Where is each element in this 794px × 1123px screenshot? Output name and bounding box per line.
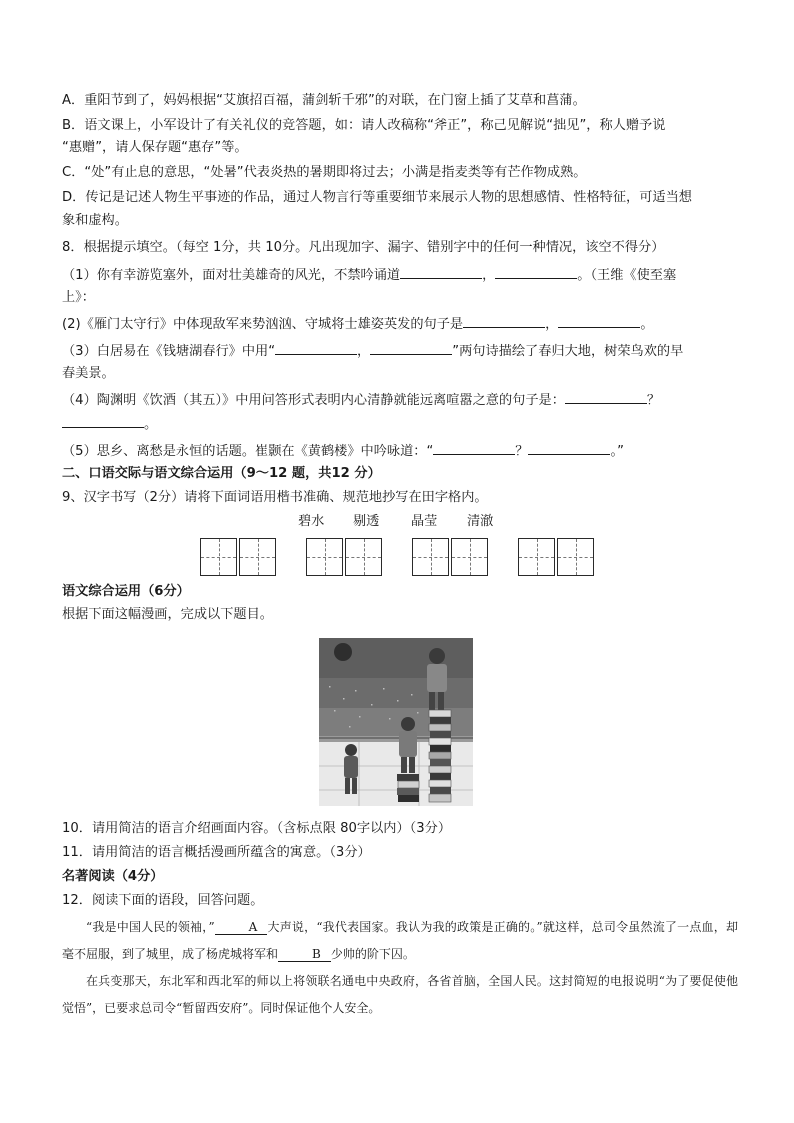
q8-sub2 bbox=[62, 313, 654, 336]
grid-cell[interactable] bbox=[345, 538, 382, 576]
excerpt-paragraph-2: 在兵变那天，东北军和西北军的师以上将领联名通电中央政府，各省首脑，全国人民。这封简短的电报说明“为了要促使他觉悟”，已要求总司令“暂留西安府”。同时保证他个人安全。 bbox=[62, 974, 738, 1015]
classics-heading: 名著阅读（4分） bbox=[62, 869, 164, 884]
q8-sub2-text: (2)《雁门太守行》中体现敌军来势汹汹、守城将士雄姿英发的句子是 bbox=[62, 317, 464, 332]
q8-stem: 8．根据提示填空。（每空 1分，共 10分。凡出现加字、漏字、错别字中的任何一种情况，该空不得分） bbox=[62, 240, 665, 255]
q10: 10．请用简洁的语言介绍画面内容。（含标点限 80字以内）（3分） bbox=[62, 821, 452, 836]
q8-sub5 bbox=[62, 440, 624, 463]
option-d-line2: 象和虚构。 bbox=[62, 213, 128, 228]
excerpt-paragraph-1 bbox=[62, 914, 738, 968]
q8-sub3-tail: ”两句诗描绘了春归大地，树荣鸟欢的早 bbox=[452, 344, 684, 359]
writing-grid-2[interactable] bbox=[306, 538, 384, 576]
grid-cell[interactable] bbox=[518, 538, 555, 576]
q8-sub3-line2: 春美景。 bbox=[62, 366, 115, 381]
option-b-line2: “惠赠”，请人保存题“惠存”等。 bbox=[62, 140, 248, 155]
cartoon-image bbox=[319, 638, 473, 806]
period: 。 bbox=[144, 417, 158, 432]
answer-blank[interactable] bbox=[275, 340, 357, 355]
reading-excerpt bbox=[62, 914, 738, 1022]
grid-cell[interactable] bbox=[451, 538, 488, 576]
grid-cell[interactable] bbox=[306, 538, 343, 576]
option-a: A．重阳节到了，妈妈根据“艾旗招百福，蒲剑斩千邪”的对联，在门窗上插了艾草和菖蒲。 bbox=[62, 93, 586, 108]
writing-grid-4[interactable] bbox=[518, 538, 596, 576]
answer-blank[interactable] bbox=[370, 340, 452, 355]
integrated-intro: 根据下面这幅漫画，完成以下题目。 bbox=[62, 607, 273, 622]
comma: ， bbox=[357, 344, 371, 359]
q8-sub1-text: （1）你有幸游览塞外，面对壮美雄奇的风光，不禁吟诵道 bbox=[62, 268, 401, 283]
answer-blank[interactable] bbox=[463, 313, 545, 328]
option-d-line1: D．传记是记述人物生平事迹的作品，通过人物言行等重要细节来展示人物的思想感情、性格特征，可适当想 bbox=[62, 190, 692, 205]
q8-sub3-text: （3）白居易在《钱塘湖春行》中用“ bbox=[62, 344, 276, 359]
q8-sub4-line1 bbox=[62, 389, 660, 412]
q8-sub1-line2: 上》： bbox=[62, 290, 95, 305]
writing-grid-3[interactable] bbox=[412, 538, 490, 576]
answer-blank[interactable] bbox=[565, 389, 647, 404]
answer-blank[interactable] bbox=[558, 313, 640, 328]
q11: 11．请用简洁的语言概括漫画所蕴含的寓意。（3分） bbox=[62, 845, 371, 860]
option-b-line1: B．语文课上，小军设计了有关礼仪的竞答题，如：请人改稿称“斧正”，称己见解说“拙见”，称人赠予说 bbox=[62, 118, 666, 133]
word-3: 晶莹 bbox=[411, 514, 438, 529]
q12-stem: 12．阅读下面的语段，回答问题。 bbox=[62, 893, 264, 908]
excerpt-text-1c: 少帅的阶下囚。 bbox=[330, 947, 415, 961]
answer-blank[interactable] bbox=[62, 413, 144, 428]
writing-grid-1[interactable] bbox=[200, 538, 278, 576]
q8-sub1-line1 bbox=[62, 264, 676, 287]
closing-quote: 。” bbox=[610, 444, 624, 459]
word-1: 碧水 bbox=[298, 514, 325, 529]
word-2: 剔透 bbox=[353, 514, 380, 529]
excerpt-text-1a: “我是中国人民的领袖，” bbox=[86, 920, 215, 934]
period: 。 bbox=[640, 317, 654, 332]
answer-blank[interactable] bbox=[495, 264, 577, 279]
comma: ， bbox=[545, 317, 559, 332]
q9-stem: 9、汉字书写（2分）请将下面词语用楷书准确、规范地抄写在田字格内。 bbox=[62, 490, 488, 505]
q8-sub3-line1 bbox=[62, 340, 683, 363]
blank-b[interactable]: B bbox=[278, 947, 331, 962]
answer-blank[interactable] bbox=[400, 264, 482, 279]
q8-sub4-line2 bbox=[62, 413, 157, 436]
q8-sub1-tail: 。（王维《使至塞 bbox=[577, 268, 677, 283]
answer-blank[interactable] bbox=[433, 440, 515, 455]
integrated-heading: 语文综合运用（6分） bbox=[62, 584, 190, 599]
section-2-heading: 二、口语交际与语文综合运用（9～12 题，共12 分） bbox=[62, 466, 381, 481]
q8-sub4-text: （4）陶渊明《饮酒（其五）》中用问答形式表明内心清静就能远离喧嚣之意的句子是： bbox=[62, 393, 565, 408]
grid-cell[interactable] bbox=[412, 538, 449, 576]
answer-blank[interactable] bbox=[528, 440, 610, 455]
grid-cell[interactable] bbox=[557, 538, 594, 576]
comma: ， bbox=[482, 268, 496, 283]
option-c: C．“处”有止息的意思，“处暑”代表炎热的暑期即将过去；小满是指麦类等有芒作物成熟。 bbox=[62, 165, 587, 180]
grid-cell[interactable] bbox=[239, 538, 276, 576]
grid-cell[interactable] bbox=[200, 538, 237, 576]
word-4: 清澈 bbox=[467, 514, 494, 529]
blank-a[interactable]: A bbox=[215, 920, 268, 935]
excerpt-text-1b: 大声说，“我代表国家。我认为我的政策是正确的。”就这样，总司令虽然流了一点血，却毫不屈服，到了城里，成了杨虎城将军和 bbox=[62, 920, 738, 961]
q8-sub5-text: （5）思乡、离愁是永恒的话题。崔颢在《黄鹤楼》中吟咏道：“ bbox=[62, 444, 434, 459]
question-mark: ？ bbox=[515, 444, 529, 459]
question-mark: ？ bbox=[646, 393, 661, 408]
